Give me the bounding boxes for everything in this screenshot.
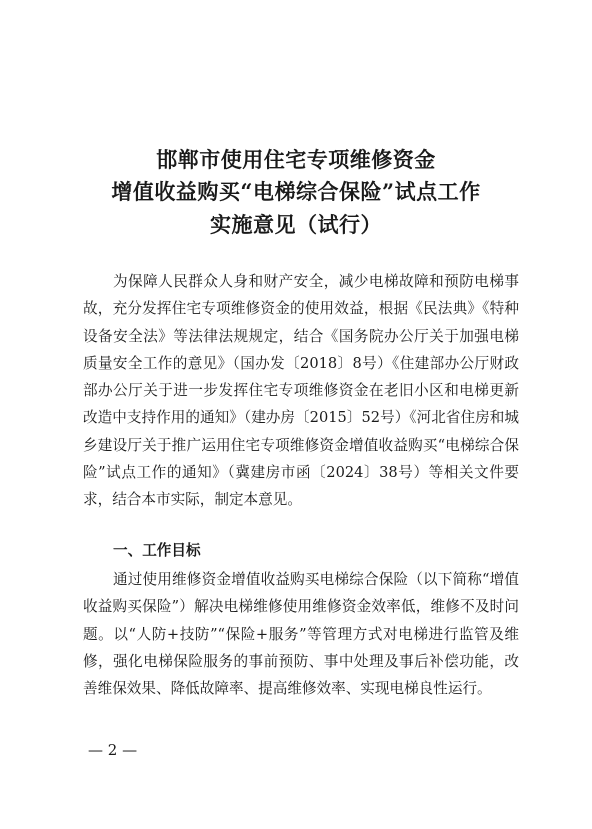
work-goals-paragraph: 通过使用维修资金增值收益购买电梯综合保险（以下简称“增值收益购买保险”）解决电梯维修使用维修资金效率低，维修不及时问题。以“人防+技防”“保险+服务”等管理方式对电梯进行监管及维修，强化电梯保险服务的事前预防、事中处理及事后补偿功能，改善维保效果、降低故障率、提高维修效率、实现电梯良性运行。 [83,571,519,698]
document-title-line-1: 邯郸市使用住宅专项维修资金 [156,147,436,172]
document-title-line-3: 实施意见（试行） [210,212,382,237]
intro-paragraph: 为保障人民群众人身和财产安全，减少电梯故障和预防电梯事故，充分发挥住宅专项维修资金的使用效益，根据《民法典》《特种设备安全法》等法律法规规定，结合《国务院办公厅关于加强电梯质量安全工作的意见》（国办发〔2018〕8号）《住建部办公厅财政部办公厅关于进一步发挥住宅专项维修资金在老旧小区和电梯更新改造中支持作用的通知》（建办房〔2015〕52号）《河北省住房和城乡建设厅关于推广运用住宅专项维修资金增值收益购买“电梯综合保险”试点工作的通知》（冀建房市函〔2024〕38号）等相关文件要求，结合本市实际，制定本意见。 [83,273,519,509]
document-title-line-2: 增值收益购买“电梯综合保险”试点工作 [111,179,481,204]
page-number: — 2 — [88,741,138,759]
section-heading-work-goals: 一、工作目标 [113,542,201,559]
